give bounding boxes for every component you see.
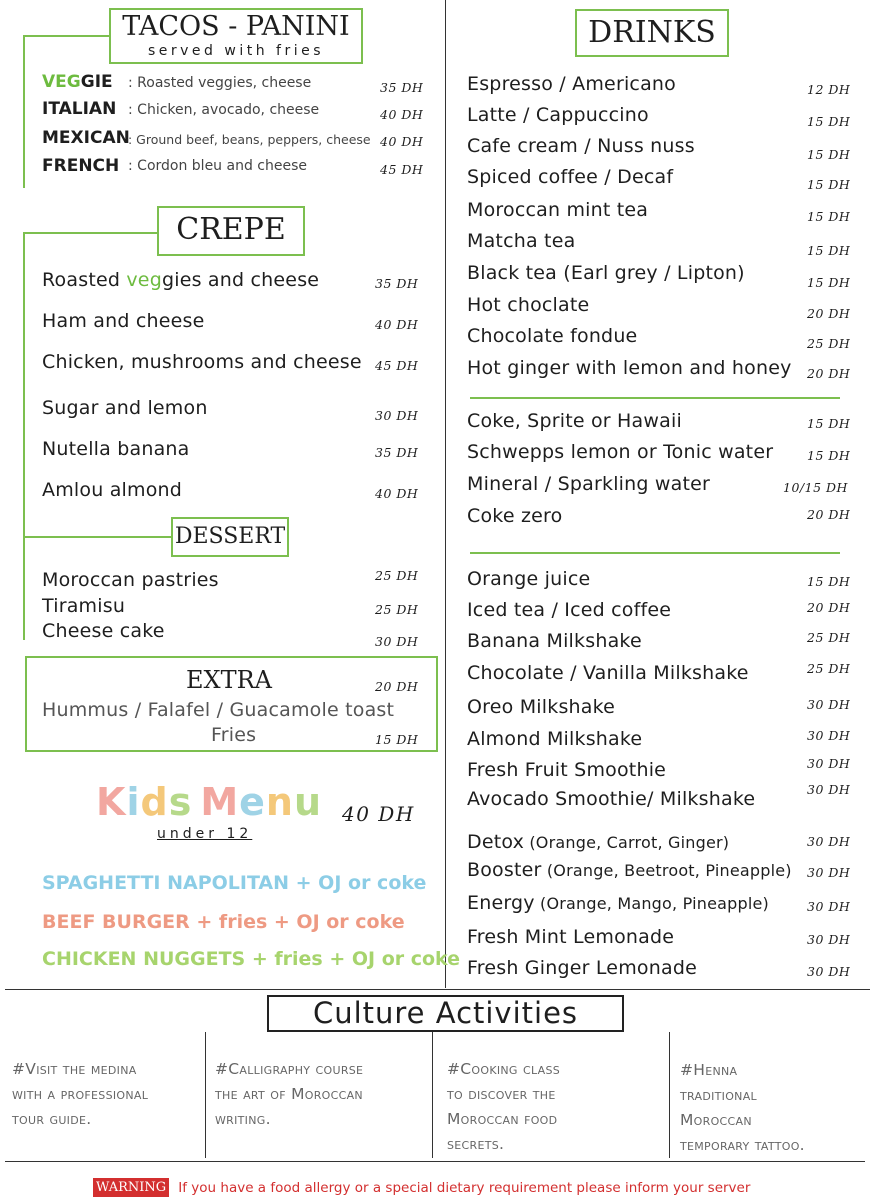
tacos-desc-0: : Roasted veggies, cheese [128,75,312,91]
culture-activity-1-line-1: the art of Moroccan [215,1085,363,1103]
dessert-title: DESSERT [174,524,286,549]
crepe-item-5: Amlou almond [42,479,183,501]
culture-bottom-rule [5,1161,865,1162]
drinks-cold-item-9-detail: (Orange, Beetroot, Pineapple) [541,861,792,880]
culture-activity-3-line-1: traditional [680,1086,757,1104]
drinks-cold-item-3: Chocolate / Vanilla Milkshake [467,662,749,684]
drinks-hot-price-8: 25 DH [807,336,851,351]
drinks-cold-item-6: Fresh Fruit Smoothie [467,759,667,781]
tacos-key-0-rest: GIE [80,72,113,92]
culture-top-rule [5,989,870,990]
dessert-item-1: Tiramisu [42,595,126,617]
drinks-hot-item-0: Espresso / Americano [467,73,676,95]
tacos-price-1: 40 DH [380,107,424,122]
kids-letter-6: n [265,780,294,824]
drinks-hot-item-3: Spiced coffee / Decaf [467,166,674,188]
dessert-item-0: Moroccan pastries [42,569,219,591]
dessert-header [171,517,289,557]
extra-item-1: Fries [211,724,257,746]
drinks-cold-item-10 [467,892,769,914]
kids-letter-5: e [239,780,266,824]
extra-price-1: 15 DH [375,732,419,747]
culture-divider-3 [669,1032,670,1158]
drinks-soft-item-1: Schwepps lemon or Tonic water [467,441,774,463]
extra-price-0: 20 DH [375,679,419,694]
dessert-price-0: 25 DH [375,568,419,583]
drinks-cold-item-5: Almond Milkshake [467,728,643,750]
tacos-price-3: 45 DH [380,162,424,177]
drinks-hot-item-9: Hot ginger with lemon and honey [467,357,792,379]
drinks-cold-item-10-detail: (Orange, Mango, Pineapple) [534,894,769,913]
drinks-cold-price-9: 30 DH [807,865,851,880]
culture-activity-0-line-0: #Visit the medina [12,1060,137,1078]
tacos-bracket-horizontal [23,35,111,37]
drinks-hot-item-1: Latte / Cappuccino [467,104,649,126]
drinks-hot-price-1: 15 DH [807,114,851,129]
drinks-hot-price-6: 15 DH [807,275,851,290]
drinks-cold-item-9 [467,859,792,881]
warning-bar [93,1177,750,1197]
drinks-cold-item-2: Banana Milkshake [467,630,642,652]
culture-activity-0-line-2: tour guide. [12,1110,92,1128]
tacos-key-2-rest: MEXICAN [42,128,130,148]
drinks-cold-item-4: Oreo Milkshake [467,696,616,718]
dessert-price-2: 30 DH [375,634,419,649]
crepe-item-0-b: gies and cheese [161,269,320,291]
crepe-price-2: 45 DH [375,358,419,373]
drinks-soft-price-2: 10/15 DH [783,480,848,495]
crepe-item-0-green: veg [126,269,162,291]
drinks-cold-price-3: 25 DH [807,661,851,676]
extra-title: EXTRA [186,666,273,694]
drinks-cold-price-11: 30 DH [807,932,851,947]
tacos-key-3 [42,156,119,176]
drinks-header [575,9,729,57]
culture-header [267,995,624,1032]
drinks-cold-price-5: 30 DH [807,728,851,743]
dessert-item-2: Cheese cake [42,620,165,642]
crepe-price-1: 40 DH [375,317,419,332]
culture-activity-1-line-2: writing. [215,1110,271,1128]
kids-item-1: BEEF BURGER + fries + OJ or coke [42,911,405,933]
drinks-hot-price-4: 15 DH [807,209,851,224]
culture-divider-2 [432,1032,433,1158]
culture-activity-0 [12,1057,148,1132]
drinks-cold-price-7: 30 DH [807,782,851,797]
kids-letter-4: M [200,780,240,824]
drinks-hot-item-4: Moroccan mint tea [467,199,649,221]
drinks-hot-price-2: 15 DH [807,147,851,162]
drinks-cold-item-8-name: Detox [467,831,525,853]
drinks-cold-item-8-detail: (Orange, Carrot, Ginger) [524,833,730,852]
kids-item-0: SPAGHETTI NAPOLITAN + OJ or coke [42,872,427,894]
drinks-hot-price-3: 15 DH [807,177,851,192]
drinks-soft-item-3: Coke zero [467,505,563,527]
kids-letter-2: d [140,780,169,824]
culture-activity-1 [215,1057,363,1132]
tacos-desc-3: : Cordon bleu and cheese [128,158,307,174]
drinks-cold-item-0: Orange juice [467,568,591,590]
drinks-hot-item-2: Cafe cream / Nuss nuss [467,135,695,157]
culture-activity-3-line-2: Moroccan [680,1111,752,1129]
drinks-cold-item-10-name: Energy [467,892,535,914]
drinks-hot-price-7: 20 DH [807,306,851,321]
culture-divider-1 [205,1032,206,1158]
warning-text: If you have a food allergy or a special dietary requirement please inform your server [178,1179,751,1196]
crepe-title: CREPE [176,212,286,247]
culture-activity-2-line-1: to discover the [447,1085,556,1103]
drinks-soft-price-1: 15 DH [807,448,851,463]
crepe-header [157,206,305,256]
culture-activity-1-line-0: #Calligraphy course [215,1060,364,1078]
tacos-bracket-vertical [23,35,25,188]
culture-activity-2 [447,1057,560,1157]
drinks-hot-item-5: Matcha tea [467,230,576,252]
crepe-bracket-vertical [23,232,25,640]
tacos-key-1-rest: ITALIAN [42,99,117,119]
crepe-item-2: Chicken, mushrooms and cheese [42,351,362,373]
drinks-hot-item-8: Chocolate fondue [467,325,638,347]
kids-letter-0: K [96,780,127,824]
kids-letter-3: s [168,780,193,824]
tacos-key-0 [42,72,113,92]
tacos-key-3-rest: FRENCH [42,156,120,176]
drinks-hot-item-7: Hot choclate [467,294,590,316]
drinks-title: DRINKS [588,15,716,50]
drinks-soft-price-3: 20 DH [807,507,851,522]
drinks-hot-price-9: 20 DH [807,366,851,381]
culture-activity-0-line-1: with a professional [12,1085,149,1103]
dessert-bracket-horizontal [23,536,173,538]
culture-title: Culture Activities [312,996,579,1030]
drinks-separator-1 [470,397,840,399]
crepe-item-0-a: Roasted [42,269,127,291]
crepe-item-4: Nutella banana [42,438,190,460]
dessert-price-1: 25 DH [375,602,419,617]
drinks-cold-price-4: 30 DH [807,697,851,712]
drinks-cold-item-7: Avocado Smoothie/ Milkshake [467,788,756,810]
drinks-cold-price-10: 30 DH [807,899,851,914]
drinks-cold-item-9-name: Booster [467,859,542,881]
drinks-hot-price-0: 12 DH [807,82,851,97]
column-divider [445,0,446,988]
tacos-key-1 [42,99,116,119]
extra-item-0: Hummus / Falafel / Guacamole toast [42,699,395,721]
drinks-cold-price-1: 20 DH [807,600,851,615]
drinks-cold-item-12: Fresh Ginger Lemonade [467,957,697,979]
drinks-hot-price-5: 15 DH [807,243,851,258]
drinks-hot-item-6: Black tea (Earl grey / Lipton) [467,262,745,284]
culture-activity-2-line-2: Moroccan food [447,1110,558,1128]
drinks-soft-item-0: Coke, Sprite or Hawaii [467,410,682,432]
tacos-header [109,8,363,64]
kids-menu-title [96,780,322,824]
tacos-price-2: 40 DH [380,134,424,149]
crepe-item-1: Ham and cheese [42,310,205,332]
tacos-key-0-green: VEG [42,72,81,92]
crepe-price-5: 40 DH [375,486,419,501]
drinks-soft-price-0: 15 DH [807,416,851,431]
culture-activity-3-line-3: temporary tattoo. [680,1136,805,1154]
culture-activity-2-line-3: secrets. [447,1135,505,1153]
crepe-item-3: Sugar and lemon [42,397,208,419]
crepe-price-4: 35 DH [375,445,419,460]
crepe-item-0 [42,269,319,291]
kids-subtitle: under 12 [157,826,253,842]
drinks-cold-item-1: Iced tea / Iced coffee [467,599,672,621]
drinks-cold-price-2: 25 DH [807,630,851,645]
kids-letter-7: u [293,780,323,824]
crepe-bracket-horizontal [23,232,159,234]
kids-item-2: CHICKEN NUGGETS + fries + OJ or coke [42,948,461,970]
tacos-subtitle: served with fries [147,43,325,59]
kids-letter-1: i [126,780,141,824]
culture-activity-3 [680,1058,805,1158]
crepe-price-0: 35 DH [375,276,419,291]
kids-price: 40 DH [342,802,415,826]
tacos-price-0: 35 DH [380,80,424,95]
crepe-price-3: 30 DH [375,408,419,423]
culture-activity-3-line-0: #Henna [680,1061,738,1079]
drinks-separator-2 [470,552,840,554]
culture-activity-2-line-0: #Cooking class [447,1060,561,1078]
drinks-soft-item-2: Mineral / Sparkling water [467,473,711,495]
tacos-title: TACOS - PANINI [122,11,350,42]
drinks-cold-item-11: Fresh Mint Lemonade [467,926,675,948]
drinks-cold-item-8 [467,831,729,853]
tacos-desc-2: : Ground beef, beans, peppers, cheese [128,132,371,147]
drinks-cold-price-0: 15 DH [807,574,851,589]
tacos-desc-1: : Chicken, avocado, cheese [128,102,320,118]
warning-label: WARNING [93,1178,169,1197]
tacos-key-2 [42,128,130,148]
drinks-cold-price-6: 30 DH [807,756,851,771]
drinks-cold-price-12: 30 DH [807,964,851,979]
drinks-cold-price-8: 30 DH [807,834,851,849]
